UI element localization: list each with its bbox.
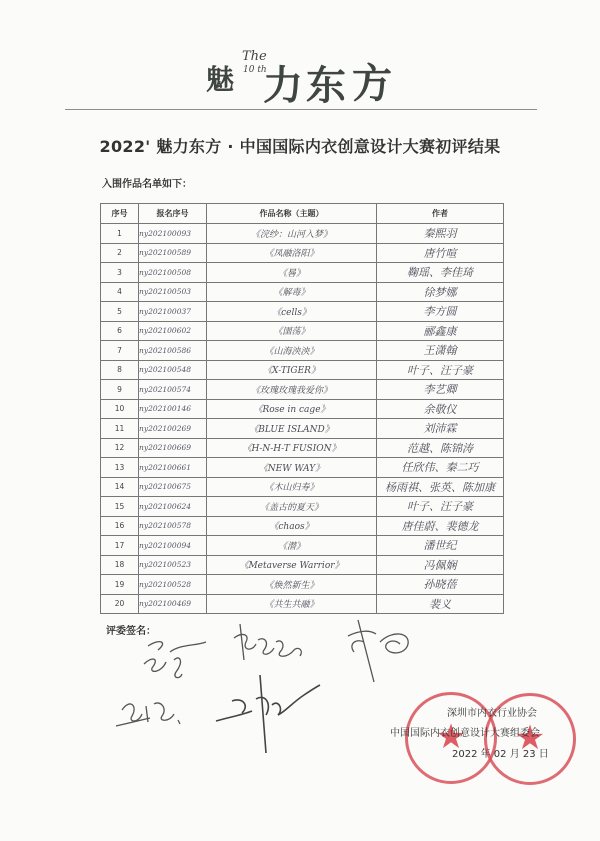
table-row [101,360,504,380]
work-title: 《玫瑰玫瑰我爱你》 [207,380,377,400]
work-title: 《木山归寿》 [207,477,377,497]
judge-signature-5 [212,675,322,755]
work-title: 《Metaverse Warrior》 [207,555,377,575]
registration-number: ny202100269 [139,419,207,439]
table-row [101,477,504,497]
seal-star-icon: ★ [514,718,546,758]
row-number: 18 [101,555,139,575]
table-row [101,282,504,302]
header-reg: 报名序号 [139,204,207,224]
table-row [101,302,504,322]
work-title: 《解毒》 [207,282,377,302]
author-name: 叶子、汪子豪 [377,360,504,380]
author-name: 孙晓蓓 [377,575,504,595]
seal-star-icon: ★ [435,717,467,757]
work-title: 《BLUE ISLAND》 [207,419,377,439]
header-divider [65,109,537,110]
author-name: 任欣伟、秦二巧 [377,458,504,478]
work-title: 《山海泱泱》 [207,341,377,361]
registration-number: ny202100574 [139,380,207,400]
table-row [101,224,504,244]
author-name: 冯佩娴 [377,555,504,575]
judges-signature-label: 评委签名： [106,626,156,637]
table-row [101,263,504,283]
row-number: 1 [101,224,139,244]
row-number: 12 [101,438,139,458]
registration-number: ny202100586 [139,341,207,361]
footer-org-association: 深圳市内衣行业协会 [447,708,537,719]
author-name: 余敬仪 [377,399,504,419]
registration-number: ny202100548 [139,360,207,380]
work-title: 《潜》 [207,536,377,556]
logo-char-3: 东 [306,62,346,109]
author-name: 刘沛霖 [377,419,504,439]
author-name: 裴义 [377,594,504,614]
judge-signature-2 [228,620,308,675]
work-title: 《凤融洛阳》 [207,243,377,263]
row-number: 8 [101,360,139,380]
author-name: 徐梦娜 [377,282,504,302]
row-number: 4 [101,282,139,302]
registration-number: ny202100037 [139,302,207,322]
judge-signature-1 [140,632,210,682]
registration-number: ny202100503 [139,282,207,302]
author-name: 鞠瑶、李佳琦 [377,263,504,283]
author-name: 杨雨祺、张英、陈加康 [377,477,504,497]
table-row [101,341,504,361]
registration-number: ny202100146 [139,399,207,419]
row-number: 20 [101,594,139,614]
table-row [101,438,504,458]
row-number: 13 [101,458,139,478]
work-title: 《盖古的夏天》 [207,497,377,517]
author-name: 叶子、汪子豪 [377,497,504,517]
document-title: 2022' 魅力东方 · 中国国际内衣创意设计大赛初评结果 [99,137,501,156]
registration-number: ny202100523 [139,555,207,575]
table-header-row [101,204,504,224]
table-row [101,575,504,595]
author-name: 李艺卿 [377,380,504,400]
author-name: 王潇翰 [377,341,504,361]
work-title: 《cells》 [207,302,377,322]
registration-number: ny202100669 [139,438,207,458]
work-title: 《浣纱：山河入梦》 [207,224,377,244]
logo-edition: 10 th [243,65,267,75]
row-number: 7 [101,341,139,361]
table-row [101,419,504,439]
row-number: 14 [101,477,139,497]
work-title: 《圉荡》 [207,321,377,341]
intro-text: 入围作品名单如下： [102,179,192,190]
registration-number: ny202100469 [139,594,207,614]
table-row [101,458,504,478]
row-number: 9 [101,380,139,400]
header-no: 序号 [101,204,139,224]
registration-number: ny202100602 [139,321,207,341]
registration-number: ny202100589 [139,243,207,263]
row-number: 3 [101,263,139,283]
work-title: 《焕然新生》 [207,575,377,595]
table-row [101,497,504,517]
work-title: 《晷》 [207,263,377,283]
author-name: 秦熙羽 [377,224,504,244]
registration-number: ny202100661 [139,458,207,478]
table-row [101,536,504,556]
row-number: 6 [101,321,139,341]
row-number: 19 [101,575,139,595]
registration-number: ny202100578 [139,516,207,536]
contest-logo [206,49,406,109]
judge-signature-4 [112,690,187,735]
table-row [101,380,504,400]
logo-char-2: 力 [263,62,303,109]
registration-number: ny202100093 [139,224,207,244]
header-work: 作品名称（主题） [207,204,377,224]
work-title: 《H-N-H-T FUSION》 [207,438,377,458]
footer-date: 2022 年 02 月 23 日 [452,749,549,760]
registration-number: ny202100624 [139,497,207,517]
header-author: 作者 [377,204,504,224]
results-table [100,203,504,614]
work-title: 《NEW WAY》 [207,458,377,478]
registration-number: ny202100094 [139,536,207,556]
row-number: 15 [101,497,139,517]
row-number: 17 [101,536,139,556]
judge-signature-3 [346,616,416,686]
table-row [101,594,504,614]
logo-char-4: 方 [352,60,392,107]
logo-the: The [242,49,267,64]
row-number: 2 [101,243,139,263]
author-name: 唐竹喧 [377,243,504,263]
row-number: 5 [101,302,139,322]
author-name: 范越、陈锦涛 [377,438,504,458]
table-row [101,555,504,575]
table-row [101,321,504,341]
author-name: 郦鑫康 [377,321,504,341]
table-row [101,399,504,419]
table-body [101,224,504,614]
author-name: 潘世纪 [377,536,504,556]
row-number: 11 [101,419,139,439]
registration-number: ny202100508 [139,263,207,283]
registration-number: ny202100528 [139,575,207,595]
row-number: 10 [101,399,139,419]
work-title: 《X-TIGER》 [207,360,377,380]
work-title: 《Rose in cage》 [207,399,377,419]
work-title: 《chaos》 [207,516,377,536]
author-name: 李方圆 [377,302,504,322]
logo-char-1: 魅 [206,63,235,96]
registration-number: ny202100675 [139,477,207,497]
table-row [101,243,504,263]
author-name: 唐佳蔚、裴德龙 [377,516,504,536]
table-row [101,516,504,536]
footer-org-committee: 中国国际内衣创意设计大赛组委会 [390,728,540,739]
row-number: 16 [101,516,139,536]
work-title: 《共生共融》 [207,594,377,614]
